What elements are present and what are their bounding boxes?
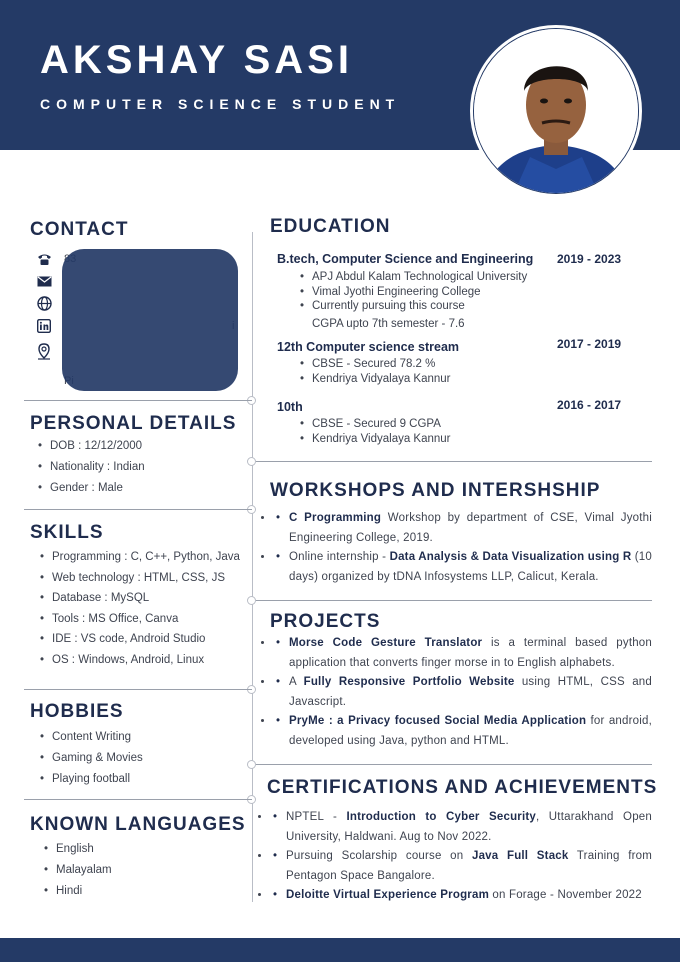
- hobbies-heading: HOBBIES: [30, 701, 124, 722]
- contact-heading: CONTACT: [30, 219, 129, 240]
- list-item: • Programming : C, C++, Python, Java: [40, 551, 240, 563]
- redaction-box: [62, 249, 238, 391]
- list-item: • English: [44, 843, 112, 855]
- languages-list: [44, 843, 112, 897]
- divider-dot: [247, 596, 256, 605]
- education-years: 2016 - 2017: [557, 398, 622, 412]
- profile-photo: [474, 29, 638, 193]
- education-details: [300, 271, 527, 315]
- list-item: • IDE : VS code, Android Studio: [40, 633, 240, 645]
- list-item: • Currently pursuing this course: [300, 300, 527, 312]
- candidate-role: COMPUTER SCIENCE STUDENT: [40, 96, 401, 112]
- list-item: • OS : Windows, Android, Linux: [40, 654, 240, 666]
- contact-linkedin: [36, 317, 52, 335]
- list-item: • Kendriya Vidyalaya Kannur: [300, 433, 451, 445]
- list-item: • Database : MySQL: [40, 592, 240, 604]
- list-item: • • PryMe : a Privacy focused Social Media Application for android, developed using Java, python and HTML.: [274, 712, 652, 751]
- list-item: • • NPTEL - Introduction to Cyber Security, Uttarakhand Open University, Haldwani. Aug to Nov 2022.: [271, 808, 652, 847]
- list-item: • Playing football: [40, 773, 143, 785]
- list-item: • DOB : 12/12/2000: [38, 440, 145, 452]
- contact-phone: [36, 250, 52, 268]
- list-item: • Kendriya Vidyalaya Kannur: [300, 373, 451, 385]
- skills-heading: SKILLS: [30, 522, 104, 543]
- list-item: • Gaming & Movies: [40, 752, 143, 764]
- certifications-heading: CERTIFICATIONS AND ACHIEVEMENTS: [267, 777, 658, 798]
- contact-address: [36, 342, 52, 360]
- list-item: • Tools : MS Office, Canva: [40, 613, 240, 625]
- location-pin-icon: [36, 343, 52, 359]
- languages-heading: KNOWN LANGUAGES: [30, 814, 246, 835]
- education-title: 12th Computer science stream: [277, 340, 460, 354]
- education-title: B.tech, Computer Science and Engineering: [277, 252, 534, 266]
- education-details: [300, 418, 451, 445]
- list-item: • • Morse Code Gesture Translator is a terminal based python application that converts finger morse in to English alphabets.: [274, 634, 652, 673]
- education-details: [300, 358, 451, 385]
- candidate-name: AKSHAY SASI: [40, 38, 353, 82]
- list-item: • • Pursuing Scolarship course on Java Full Stack Training from Pentagon Space Bangalore.: [271, 847, 652, 886]
- list-item: • Web technology : HTML, CSS, JS: [40, 572, 240, 584]
- list-item: • • Deloitte Virtual Experience Program on Forage - November 2022: [271, 886, 652, 906]
- list-item: • APJ Abdul Kalam Technological University: [300, 271, 527, 283]
- divider-dot: [247, 760, 256, 769]
- section-divider: [256, 461, 652, 462]
- section-divider: [24, 509, 252, 510]
- contact-website: [36, 294, 52, 312]
- hobbies-list: [40, 731, 143, 785]
- list-item: • • A Fully Responsive Portfolio Website using HTML, CSS and Javascript.: [274, 673, 652, 712]
- email-icon: [36, 273, 52, 289]
- personal-details-list: [38, 440, 145, 494]
- list-item: • Content Writing: [40, 731, 143, 743]
- section-divider: [24, 400, 252, 401]
- projects-list: [274, 634, 652, 751]
- skills-list: [40, 551, 240, 666]
- education-years: 2019 - 2023: [557, 252, 622, 266]
- section-divider: [24, 799, 252, 800]
- list-item: • • Online internship - Data Analysis & Data Visualization using R (10 days) organized by tDNA Infosystems LLP, Calicut, Kerala.: [274, 548, 652, 587]
- projects-heading: PROJECTS: [270, 611, 381, 632]
- list-item: • CBSE - Secured 78.2 %: [300, 358, 451, 370]
- globe-icon: [36, 295, 52, 311]
- list-item: • Vimal Jyothi Engineering College: [300, 286, 527, 298]
- divider-dot: [247, 457, 256, 466]
- list-item: • CBSE - Secured 9 CGPA: [300, 418, 451, 430]
- education-detail-continued: CGPA upto 7th semester - 7.6: [312, 318, 465, 330]
- workshops-heading: WORKSHOPS AND INTERSHSHIP: [270, 480, 601, 501]
- list-item: • • C Programming Workshop by department of CSE, Vimal Jyothi Engineering College, 2019.: [274, 509, 652, 548]
- personal-details-heading: PERSONAL DETAILS: [30, 413, 237, 434]
- certifications-list: [271, 808, 652, 906]
- education-years: 2017 - 2019: [557, 337, 622, 351]
- footer-band: [0, 938, 680, 962]
- section-divider: [256, 600, 652, 601]
- section-divider: [256, 764, 652, 765]
- workshops-list: [274, 509, 652, 587]
- linkedin-icon: [36, 318, 52, 334]
- education-heading: EDUCATION: [270, 216, 391, 237]
- contact-email: [36, 272, 52, 290]
- education-title: 10th: [277, 400, 303, 414]
- section-divider: [24, 689, 252, 690]
- list-item: • Malayalam: [44, 864, 112, 876]
- phone-icon: [36, 251, 52, 267]
- list-item: • Hindi: [44, 885, 112, 897]
- list-item: • Gender : Male: [38, 482, 145, 494]
- list-item: • Nationality : Indian: [38, 461, 145, 473]
